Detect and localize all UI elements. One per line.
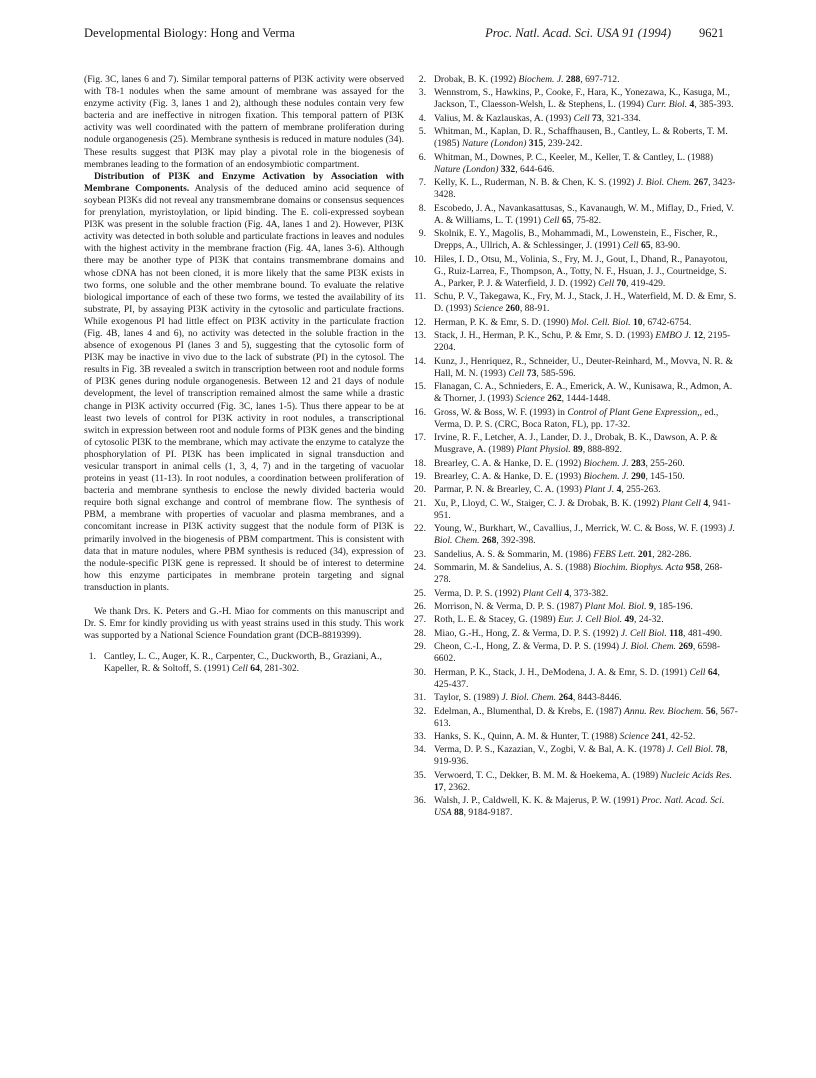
section-text: Analysis of the deduced amino acid sequence of soybean PI3Ks did not reveal any transmembrane domains or consensus sequences for prenylation, myristoylation, or lipid binding. The E. coli-expressed soybean PI3K was present in the soluble fraction (Fig. 4A, lanes 1 and 2). However, PI3K activity was detected in both soluble and particulate fractions in leaves and nodules with the highest activity in the membrane fraction (Fig. 4A, lanes 3-6). Although there may be another type of PI3K that contains transmembrane domains and whose cDNA has not been cloned, it is more likely that the same PI3K exists in two forms, one soluble and the other membrane bound. To evaluate the relative biological importance of each of these two forms, we tested the availability of its substrate, PI, by assaying PI3K activity in the cytosolic and particulate fractions. While exogenous PI had little effect on PI3K activity in the particulate fraction (Fig. 4B, lanes 4 and 6), no activity was detected in the soluble fraction in the absence of exogenous PI (lanes 3 and 5), suggesting that the cytosolic form of PI3K may be inactive in vivo due to the lack of substrate (PI) in the cytosol. The results in Fig. 3B revealed a switch in transcription between root and nodule forms of PI3K genes during nodule organogenesis. Between 12 and 21 days of nodule development, the level of transcription remained almost the same while a drastic change in PI3K activity occurred (Fig. 3C, lanes 1-5). Thus there appear to be at least two levels of control for PI3K activity in root nodules, a transcriptional switch in expression between root and nodule forms of PI3K genes and the binding of cytosolic PI3K to the membrane, which may activate the enzyme to catalyze the phosphorylation of PI. PI3K has been implicated in signal transduction and vesicular transport in animal cells (1, 3, 4, 7) and in the targeting of vacuolar proteins in yeast (11-13). In root nodules, a coordination between proliferation of bacteria and membrane synthesis to enclose the newly divided bacteria would require both signal exchange and control of membrane flow. The synthesis of PBM, a membrane with properties of vacuolar and plasma membranes, and a concomitant increase in PI3K activity suggest that the nodule form of PI3K is primarily involved in the biogenesis of PBM compartment. This is consistent with data that in mature nodules, where PBM synthesis is reduced (34), expression of the nodule-specific PI3K gene is repressed. It should be of interest to determine how this enzyme participates in membrane protein targeting and signal transduction in plants. [84,182,404,593]
reference-authors: Hanks, S. K., Quinn, A. M. & Hunter, T. (1988) [434,730,618,742]
reference-journal: Biochem. J. [518,74,564,85]
reference-item: 26. Morrison, N. & Verma, D. P. S. (1987) Plant Mol. Biol. 9, 185-196. [414,600,693,612]
reference-volume: 65 [640,240,651,252]
reference-volume: 958 [685,562,701,574]
reference-journal: Nature (London) [461,138,527,150]
reference-journal: Control of Plant Gene Expression, [567,406,700,418]
reference-authors: Verma, D. P. S., Kazazian, V., Zogbi, V. & Bal, A. K. (1978) [434,744,665,756]
reference-item: 4. Valius, M. & Kazlauskas, A. (1993) Cell 73, 321-334. [414,113,738,125]
reference-volume: 73 [526,367,537,379]
reference-item: 11. Schu, P. V., Takegawa, K., Fry, M. J., Stack, J. H., Waterfield, M. D. & Emr, S. D. (1993) Science 260, 88-91. [414,291,737,315]
reference-pages: 282-286. [657,548,692,560]
reference-journal: Biochim. Biophys. Acta [593,562,684,574]
reference-journal: Nature (London) [434,163,499,175]
reference-journal: Cell [231,663,248,675]
reference-journal: Annu. Rev. Biochem. [624,705,704,717]
reference-pages: 3423-3428. [434,177,736,201]
reference-item: 13. Stack, J. H., Herman, P. K., Schu, P. & Emr, S. D. (1993) EMBO J. 12, 2195-2204. [414,330,731,354]
reference-authors: Sommarin, M. & Sandelius, A. S. (1988) [434,562,591,574]
reference-volume: 267 [693,177,709,189]
reference-volume: 73 [592,112,602,124]
reference-item: 27. Roth, L. E. & Stacey, G. (1989) Eur. J. Cell Biol. 49, 24-32. [414,614,664,626]
reference-authors: Herman, P. K., Stack, J. H., DeModena, J. A. & Emr, S. D. (1991) [434,666,688,678]
reference-pages: 373-382. [573,587,609,599]
reference-number: 36. [414,795,426,807]
reference-item: 22. Young, W., Burkhart, W., Cavallius, J., Merrick, W. C. & Boss, W. F. (1993) J. Biol. Chem. 268, 392-398. [414,523,736,547]
reference-volume: 264 [558,692,573,704]
reference-journal: Cell [573,112,590,124]
reference-number: 5. [418,126,426,138]
reference-item: 14. Kunz, J., Henriquez, R., Schneider, U., Deuter-Reinhard, M., Movva, N. R. & Hall, M. N. (1993) Cell 73, 585-596. [414,355,733,379]
reference-number: 29. [414,641,426,653]
reference-item: 16. Gross, W. & Boss, W. F. (1993) in Control of Plant Gene Expression,, ed., Verma, D. P. S. (CRC, Boca Raton, FL), pp. 17-32. [414,406,719,430]
reference-authors: Hiles, I. D., Otsu, M., Volinia, S., Fry, M. J., Gout, I., Dhand, R., Panayotou, G., Ruiz-Larrea, F., Thompson, A., Totty, N. F., Hsuan, J. J., Courtneidge, S. A., Parker, P. J. & Waterfield, J. D. (1992) [434,253,728,289]
reference-number: 18. [414,457,426,469]
reference-authors: Parmar, P. N. & Brearley, C. A. (1993) [434,484,582,496]
body-paragraph: (Fig. 3C, lanes 6 and 7). Similar temporal patterns of PI3K activity were observed with T8-1 nodules when the same amount of membrane was assayed for the enzyme activity (Fig. 3, lanes 1 and 2), although these nodules contain very few bacteria and are ineffective in nitrogen fixation. This temporal pattern of PI3K activity was well coordinated with the pattern of membrane proliferation during nodule organogenesis (25). Membrane synthesis is reduced in mature nodules (34). These results suggest that PI3K may play a pivotal role in the biogenesis of membranes leading to the formation of an endosymbiotic compartment. [84,74,404,170]
reference-volume: 65 [561,214,572,226]
reference-volume: 283 [631,457,646,469]
reference-pages: 888-892. [587,444,622,456]
reference-pages: 585-596. [541,367,576,379]
reference-number: 1. [88,651,96,663]
reference-pages: 1444-1448. [566,393,611,405]
reference-volume: 288 [565,74,581,85]
reference-volume: 201 [637,548,653,560]
reference-authors: Edelman, A., Blumenthal, D. & Krebs, E. (1987) [434,705,622,717]
reference-journal: EMBO J. [655,330,692,342]
reference-number: 10. [414,253,426,265]
reference-pages: 6598-6602. [434,641,721,665]
reference-item: 34. Verma, D. P. S., Kazazian, V., Zogbi, V. & Bal, A. K. (1978) J. Cell Biol. 78, 919-936. [414,744,728,768]
page-number: 9621 [699,26,724,40]
reference-authors: Miao, G.-H., Hong, Z. & Verma, D. P. S. (1992) [434,627,619,639]
reference-pages: 8443-8446. [577,692,622,704]
reference-pages: 2362. [448,781,470,793]
reference-authors: Verma, D. P. S. (1992) [434,587,521,599]
reference-authors: Brearley, C. A. & Hanke, D. E. (1993) [434,470,582,482]
reference-number: 25. [414,587,426,599]
reference-item: 28. Miao, G.-H., Hong, Z. & Verma, D. P. S. (1992) J. Cell Biol. 118, 481-490. [414,627,723,639]
reference-item: 25. Verma, D. P. S. (1992) Plant Cell 4, 373-382. [414,587,609,599]
reference-number: 7. [418,177,426,189]
reference-journal: FEBS Lett. [593,548,636,560]
reference-list-left [84,651,404,675]
reference-journal: Science [619,730,649,742]
reference-pages: 385-393. [699,99,734,111]
reference-volume: 269 [678,641,693,653]
journal-name: Proc. Natl. Acad. Sci. USA 91 (1994) [485,26,671,40]
reference-volume: 268 [481,535,497,547]
reference-item: 29. Cheon, C.-I., Hong, Z. & Verma, D. P. S. (1994) J. Biol. Chem. 269, 6598-6602. [414,641,721,665]
reference-volume: 88 [454,807,464,819]
reference-number: 35. [414,769,426,781]
reference-journal: Cell [508,367,525,379]
reference-authors: Escobedo, J. A., Navankasattusas, S., Kavanaugh, W. M., Miflay, D., Fried, V. A. & Williams, L. T. (1991) [434,202,734,226]
reference-item: 18. Brearley, C. A. & Hanke, D. E. (1992) Biochem. J. 283, 255-260. [414,457,685,469]
reference-journal: J. Biol. Chem. [621,641,677,653]
reference-pages: 281-302. [264,663,300,675]
reference-pages: 255-260. [650,457,685,469]
reference-item: 8. Escobedo, J. A., Navankasattusas, S., Kavanaugh, W. M., Miflay, D., Fried, V. A. & Williams, L. T. (1991) Cell 65, 75-82. [414,203,738,227]
reference-journal: Biochem. J. [583,457,629,469]
reference-number: 21. [414,497,426,509]
reference-authors: Herman, P. K. & Emr, S. D. (1990) [434,316,569,328]
reference-authors: Cantley, L. C., Auger, K. R., Carpenter, C., Duckworth, B., Graziani, A., Kapeller, R. & Soltoff, S. (1991) [104,651,382,675]
reference-pages: ed., Verma, D. P. S. (CRC, Boca Raton, FL), pp. 17-32. [434,406,719,430]
reference-journal: Mol. Cell. Biol. [571,316,631,328]
reference-item: 5. Whitman, M., Kaplan, D. R., Schaffhausen, B., Cantley, L. & Roberts, T. M. (1985) Nature (London) 315, 239-242. [414,126,738,150]
reference-journal: Biochem. J. [583,470,629,482]
reference-pages: 425-437. [434,678,469,690]
reference-number: 32. [414,705,426,717]
reference-number: 4. [418,112,426,124]
reference-authors: Skolnik, E. Y., Magolis, B., Mohammadi, M., Lowenstein, E., Fischer, R., Drepps, A., Ullrich, A. & Schlessinger, J. (1991) [434,228,718,252]
reference-number: 6. [418,151,426,163]
reference-journal: Plant Physiol. [516,444,571,456]
reference-authors: Irvine, R. F., Letcher, A. J., Lander, D. J., Drobak, B. K., Dawson, A. P. & Musgrave, A. (1989) [434,432,718,456]
reference-number: 9. [418,228,426,240]
reference-item: 23. Sandelius, A. S. & Sommarin, M. (1986) FEBS Lett. 201, 282-286. [414,548,692,560]
reference-item: 6. Whitman, M., Downes, P. C., Keeler, M., Keller, T. & Cantley, L. (1988) Nature (London) 332, 644-646. [414,152,738,176]
reference-item: 24. Sommarin, M. & Sandelius, A. S. (1988) Biochim. Biophys. Acta 958, 268-278. [414,562,723,586]
reference-journal: Plant J. [584,484,615,496]
reference-number: 26. [414,600,426,612]
reference-authors: Gross, W. & Boss, W. F. (1993) in [434,406,565,418]
reference-authors: Drobak, B. K. (1992) [434,74,517,85]
reference-item: 20. Parmar, P. N. & Brearley, C. A. (1993) Plant J. 4, 255-263. [414,484,661,496]
reference-volume: 4 [564,587,570,599]
reference-pages: 185-196. [658,600,693,612]
reference-number: 20. [414,484,426,496]
reference-journal: Science [473,303,504,315]
reference-item: 19. Brearley, C. A. & Hanke, D. E. (1993) Biochem. J. 290, 145-150. [414,470,685,482]
reference-number: 15. [414,381,426,393]
reference-item: 10. Hiles, I. D., Otsu, M., Volinia, S., Fry, M. J., Gout, I., Dhand, R., Panayotou, G., Ruiz-Larrea, F., Thompson, A., Totty, N. F., Hsuan, J. J., Courtneidge, S. A., Parker, P. J. & Waterfield, J. D. (1992) Cell 70, 419-429. [414,253,728,289]
reference-pages: 255-263. [626,484,661,496]
reference-authors: Flanagan, C. A., Schnieders, E. A., Emerick, A. W., Kunisawa, R., Admon, A. & Thorner, J. (1993) [434,381,733,405]
reference-pages: 2195-2204. [434,330,731,354]
reference-item: 17. Irvine, R. F., Letcher, A. J., Lander, D. J., Drobak, B. K., Dawson, A. P. & Musgrave, A. (1989) Plant Physiol. 89, 888-892. [414,432,718,456]
reference-volume: 9 [648,600,654,612]
reference-pages: 941-951. [434,497,731,521]
reference-number: 3. [418,87,426,99]
reference-authors: Wennstrom, S., Hawkins, P., Cooke, F., Hara, K., Yonezawa, K., Kasuga, M., Jackson, T., Claesson-Welsh, L. & Stephens, L. (1994) [434,87,730,111]
reference-authors: Kunz, J., Henriquez, R., Schneider, U., Deuter-Reinhard, M., Movva, N. R. & Hall, M. N. (1993) [434,355,733,379]
reference-authors: Brearley, C. A. & Hanke, D. E. (1992) [434,457,582,469]
reference-authors: Cheon, C.-I., Hong, Z. & Verma, D. P. S. (1994) [434,641,620,653]
reference-volume: 4 [703,497,709,509]
reference-pages: 6742-6754. [647,316,692,328]
reference-item: 32. Edelman, A., Blumenthal, D. & Krebs, E. (1987) Annu. Rev. Biochem. 56, 567-613. [414,705,738,729]
reference-pages: 145-150. [650,470,685,482]
reference-pages: 644-646. [520,163,555,175]
reference-number: 33. [414,730,426,742]
reference-journal: J. Biol. Chem. [636,177,692,189]
reference-journal: Eur. J. Cell Biol. [558,614,623,626]
reference-pages: 42-52. [670,730,696,742]
reference-pages: 239-242. [547,138,583,150]
reference-number: 2. [418,74,426,85]
reference-item: 36. Walsh, J. P., Caldwell, K. K. & Majerus, P. W. (1991) Proc. Natl. Acad. Sci. USA 88, 9184-9187. [414,795,725,819]
reference-authors: Sandelius, A. S. & Sommarin, M. (1986) [434,548,591,560]
reference-journal: J. Biol. Chem. [501,692,557,704]
reference-pages: 697-712. [585,74,620,85]
reference-authors: Walsh, J. P., Caldwell, K. K. & Majerus, P. W. (1991) [434,795,639,807]
reference-number: 13. [414,330,426,342]
reference-pages: 83-90. [655,240,681,252]
reference-volume: 12 [693,330,704,342]
reference-number: 19. [414,470,426,482]
reference-item: 33. Hanks, S. K., Quinn, A. M. & Hunter, T. (1988) Science 241, 42-52. [414,730,696,742]
reference-number: 22. [414,523,426,535]
reference-volume: 118 [669,627,684,639]
reference-pages: 567-613. [434,705,738,729]
reference-volume: 56 [705,705,716,717]
reference-journal: Proc. Natl. Acad. Sci. USA [434,795,725,819]
reference-journal: Cell [622,240,639,252]
journal-citation [485,26,724,41]
reference-item: 21. Xu, P., Lloyd, C. W., Staiger, C. J. & Drobak, B. K. (1992) Plant Cell 4, 941-951. [414,497,731,521]
reference-volume: 4 [616,484,622,496]
reference-authors: Kelly, K. L., Ruderman, N. B. & Chen, K. S. (1992) [434,177,635,189]
reference-volume: 241 [651,730,666,742]
reference-volume: 89 [573,444,583,456]
reference-number: 14. [414,355,426,367]
reference-volume: 290 [631,470,646,482]
reference-item: 15. Flanagan, C. A., Schnieders, E. A., Emerick, A. W., Kunisawa, R., Admon, A. & Thorner, J. (1993) Science 262, 1444-1448. [414,381,733,405]
reference-item: 35. Verwoerd, T. C., Dekker, B. M. M. & Hoekema, A. (1989) Nucleic Acids Res. 17, 2362. [414,769,733,793]
reference-journal: Curr. Biol. [646,99,688,111]
left-column [84,74,404,677]
reference-authors: Morrison, N. & Verma, D. P. S. (1987) [434,600,583,612]
reference-item: 7. Kelly, K. L., Ruderman, N. B. & Chen, K. S. (1992) J. Biol. Chem. 267, 3423-3428. [414,177,738,201]
section-paragraph [84,171,404,594]
reference-volume: 64 [250,663,260,675]
reference-item: 1. Cantley, L. C., Auger, K. R., Carpenter, C., Duckworth, B., Graziani, A., Kapeller, R. & Soltoff, S. (1991) Cell 64, 281-302. [84,651,404,675]
reference-volume: 10 [632,316,643,328]
reference-item: 31. Taylor, S. (1989) J. Biol. Chem. 264, 8443-8446. [414,692,622,704]
reference-item: 3. Wennstrom, S., Hawkins, P., Cooke, F., Hara, K., Yonezawa, K., Kasuga, M., Jackson, T., Claesson-Welsh, L. & Stephens, L. (1994) Curr. Biol. 4, 385-393. [414,87,738,111]
reference-volume: 17 [434,781,444,793]
reference-pages: 419-429. [630,277,666,289]
reference-number: 23. [414,548,426,560]
reference-authors: Schu, P. V., Takegawa, K., Fry, M. J., Stack, J. H., Waterfield, M. D. & Emr, S. D. (1993) [434,291,737,315]
reference-pages: 321-334. [606,112,641,124]
reference-number: 31. [414,692,426,704]
right-column [414,74,738,821]
reference-number: 12. [414,316,426,328]
reference-number: 28. [414,627,426,639]
reference-journal: J. Biol. Chem. [434,523,736,547]
reference-authors: Roth, L. E. & Stacey, G. (1989) [434,614,556,626]
reference-pages: 9184-9187. [468,807,513,819]
page-header [84,26,724,44]
reference-authors: Whitman, M., Kaplan, D. R., Schaffhausen, B., Cantley, L. & Roberts, T. M. (1985) [434,126,728,150]
reference-number: 34. [414,744,426,756]
reference-journal: Nucleic Acids Res. [660,769,733,781]
reference-authors: Xu, P., Lloyd, C. W., Staiger, C. J. & Drobak, B. K. (1992) [434,497,660,509]
reference-volume: 64 [707,666,718,678]
reference-number: 8. [418,202,426,214]
reference-pages: 392-398. [501,535,536,547]
reference-volume: 49 [624,614,635,626]
reference-item: 2. Drobak, B. K. (1992) Biochem. J. 288, 697-712. [414,74,738,86]
reference-journal: J. Cell Biol. [620,627,667,639]
reference-volume: 4 [689,99,695,111]
reference-item: 12. Herman, P. K. & Emr, S. D. (1990) Mol. Cell. Biol. 10, 6742-6754. [414,316,692,328]
reference-authors: Taylor, S. (1989) [434,692,500,704]
reference-pages: 24-32. [638,614,664,626]
reference-number: 11. [414,291,426,303]
acknowledgments: We thank Drs. K. Peters and G.-H. Miao for comments on this manuscript and Dr. S. Emr for kindly providing us with yeast strains used in this study. This work was supported by a National Science Foundation grant (DCB-8819399). [84,606,404,642]
reference-journal: Science [515,393,545,405]
reference-authors: Stack, J. H., Herman, P. K., Schu, P. & Emr, S. D. (1993) [434,330,653,342]
reference-journal: Plant Cell [522,587,562,599]
reference-journal: Plant Cell [661,497,701,509]
reference-number: 27. [414,614,426,626]
reference-pages: 75-82. [576,214,601,226]
reference-journal: J. Cell Biol. [667,744,714,756]
section-heading: Distribution of PI3K and Enzyme Activation by Association with Membrane Components. [84,170,404,194]
reference-volume: 78 [715,744,726,756]
reference-pages: 919-936. [434,756,469,768]
reference-list-right [414,74,738,820]
reference-authors: Young, W., Burkhart, W., Cavallius, J., Merrick, W. C. & Boss, W. F. (1993) [434,523,726,535]
reference-authors: Whitman, M., Downes, P. C., Keeler, M., Keller, T. & Cantley, L. (1988) [434,151,714,163]
reference-item: 9. Skolnik, E. Y., Magolis, B., Mohammadi, M., Lowenstein, E., Fischer, R., Drepps, A., Ullrich, A. & Schlessinger, J. (1991) Cell 65, 83-90. [414,228,738,252]
reference-pages: 481-490. [687,627,723,639]
reference-journal: Plant Mol. Biol. [584,600,647,612]
reference-item: 30. Herman, P. K., Stack, J. H., DeModena, J. A. & Emr, S. D. (1991) Cell 64, 425-437. [414,666,720,690]
running-head: Developmental Biology: Hong and Verma [84,26,295,40]
reference-volume: 315 [528,138,544,150]
reference-number: 24. [414,562,426,574]
reference-journal: Cell [689,666,706,678]
reference-volume: 332 [500,163,516,175]
reference-pages: 268-278. [434,562,723,586]
reference-pages: 88-91. [524,303,550,315]
reference-number: 30. [414,666,426,678]
reference-authors: Verwoerd, T. C., Dekker, B. M. M. & Hoekema, A. (1989) [434,769,659,781]
reference-number: 16. [414,406,426,418]
reference-authors: Valius, M. & Kazlauskas, A. (1993) [434,112,572,124]
reference-volume: 260 [505,303,520,315]
reference-journal: Cell [598,277,615,289]
reference-volume: 262 [547,393,562,405]
reference-volume: 70 [616,277,627,289]
reference-number: 17. [414,432,426,444]
reference-journal: Cell [543,214,560,226]
